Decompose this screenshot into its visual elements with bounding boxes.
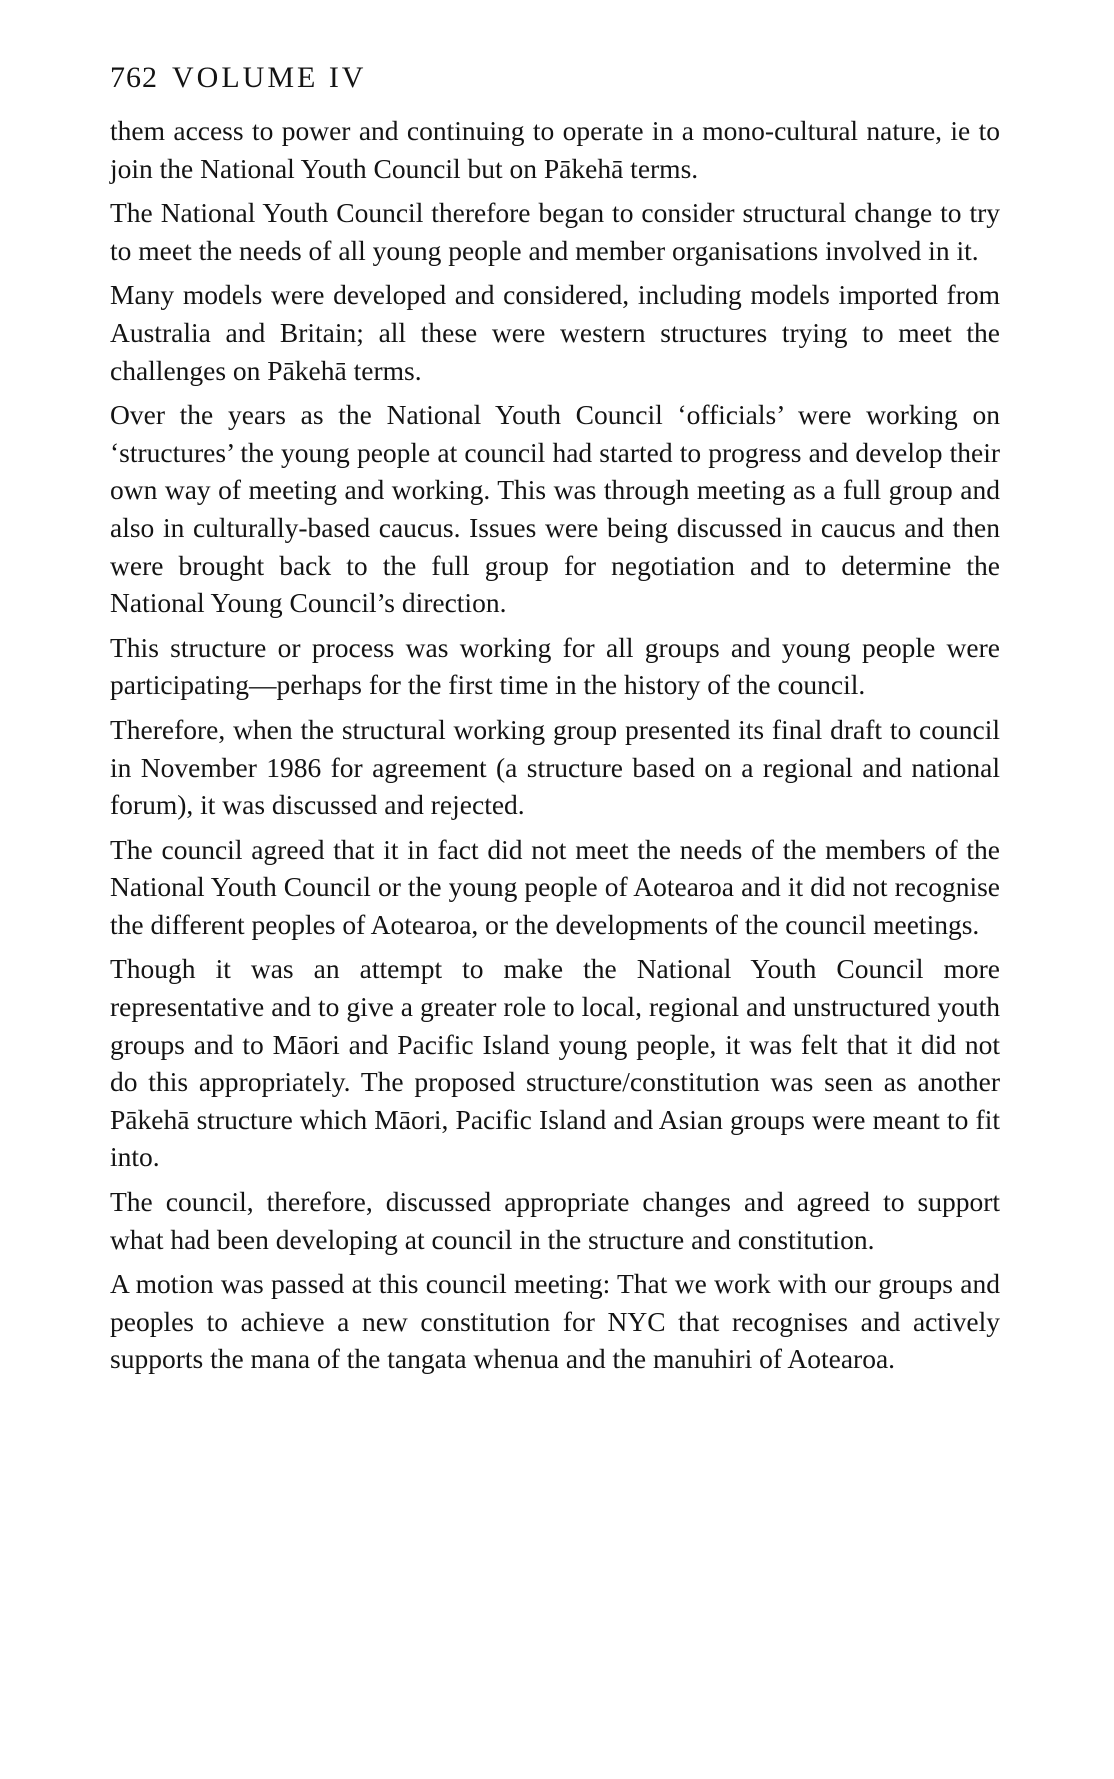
paragraph: Over the years as the National Youth Council ‘officials’ were working on ‘structures’ the young people at council had started to progress and develop their own way of meeting and working. This was through meeting as a full group and also in culturally-based caucus. Issues were being discussed in caucus and then were brought back to the full group for negotiation and to determine the National Young Council’s direction. xyxy=(110,399,1000,619)
running-head xyxy=(110,60,1000,96)
paragraph: This structure or process was working for all groups and young people were participating—perhaps for the first time in the history of the council. xyxy=(110,631,1000,701)
paragraph: The council agreed that it in fact did not meet the needs of the members of the National Youth Council or the young people of Aotearoa and it did not recognise the different peoples of Aotearoa, or the developments of the council meetings. xyxy=(110,833,1000,940)
paragraph: Therefore, when the structural working group presented its final draft to council in November 1986 for agreement (a structure based on a regional and national forum), it was discussed and rejected. xyxy=(110,713,1000,821)
paragraph: Though it was an attempt to make the National Youth Council more representative and to give a greater role to local, regional and unstructured youth groups and to Māori and Pacific Island young people, it was felt that it did not do this appropriately. The proposed structure/constitution was seen as another Pākehā structure which Māori, Pacific Island and Asian groups were meant to fit into. xyxy=(110,953,1000,1173)
volume-label: VOLUME IV xyxy=(172,61,367,94)
paragraph-continued: them access to power and continuing to operate in a mono-cultural nature, ie to join the National Youth Council but on Pākehā terms. xyxy=(110,115,1000,184)
paragraph: The National Youth Council therefore began to consider structural change to try to meet the needs of all young people and member organisations involved in it. xyxy=(110,197,1000,266)
page-number: 762 xyxy=(110,61,158,94)
paragraph: Many models were developed and considered, including models imported from Australia and Britain; all these were western structures trying to meet the challenges on Pākehā terms. xyxy=(110,279,1000,386)
paragraph: The council, therefore, discussed appropriate changes and agreed to support what had been developing at council in the structure and constitution. xyxy=(110,1186,1000,1255)
book-page xyxy=(110,60,1000,1385)
paragraph: A motion was passed at this council meeting: That we work with our groups and peoples to achieve a new constitution for NYC that recognises and actively supports the mana of the tangata whenua and the manuhiri of Aotearoa. xyxy=(110,1268,1000,1375)
